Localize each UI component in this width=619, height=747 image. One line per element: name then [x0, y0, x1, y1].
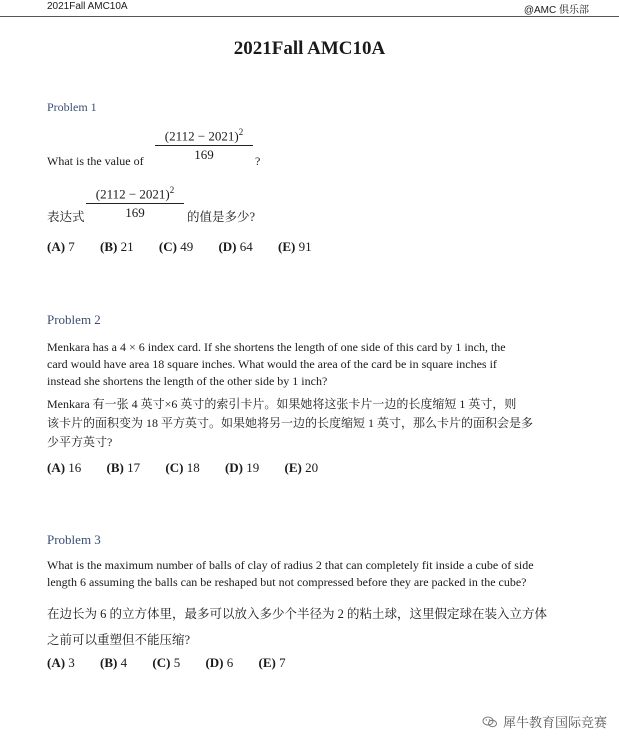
choice-c: (C) 5 — [152, 655, 181, 670]
choice-e: (E) 91 — [277, 239, 312, 254]
wechat-icon — [482, 716, 498, 728]
problem-3-choices — [47, 655, 308, 671]
problem-1-question-suffix: ? — [255, 154, 261, 168]
watermark-text: 犀牛教育国际竞赛 — [502, 715, 607, 730]
problem-2-cn-text — [47, 395, 533, 452]
problem-2-title: Problem 2 — [47, 312, 101, 327]
choice-d: (D) 19 — [224, 460, 260, 475]
text-line: 在边长为 6 的立方体里，最多可以放入多少个半径为 2 的粘土球，这里假定球在装入立方体 — [47, 607, 548, 621]
page-header — [0, 0, 619, 17]
text-line: card would have area 18 square inches. What would the area of the card be in square inches if — [47, 357, 497, 371]
text-line: What is the maximum number of balls of clay of radius 2 that can completely fit inside a cube of side — [47, 558, 534, 572]
choice-b: (B) 21 — [100, 239, 134, 254]
problem-1-cn-prefix: 表达式 — [47, 210, 85, 224]
text-line: 该卡片的面积变为 18 平方英寸。如果她将另一边的长度缩短 1 英寸，那么卡片的面积会是多 — [47, 416, 534, 430]
watermark — [482, 712, 607, 731]
problem-3-title: Problem 3 — [47, 532, 101, 547]
problem-1-choices — [47, 239, 334, 255]
page-title: 2021Fall AMC10A — [233, 38, 386, 59]
choice-c: (C) 49 — [158, 239, 194, 254]
choice-a: (A) 3 — [47, 655, 75, 670]
text-line: length 6 assuming the balls can be reshaped but not compressed before they are packed in the cube? — [47, 575, 527, 589]
choice-a: (A) 7 — [47, 239, 75, 254]
problem-1-fraction — [155, 127, 253, 163]
problem-2-choices — [47, 460, 340, 476]
header-left-title: 2021Fall AMC10A — [47, 1, 128, 12]
text-line: instead she shortens the length of the other side by 1 inch? — [47, 374, 328, 388]
fraction-numerator: $(2112 - 2021)^2$ — [164, 127, 244, 144]
choice-a: (A) 16 — [47, 460, 82, 475]
problem-1-title: Problem 1 — [47, 100, 97, 114]
choice-d: (D) 64 — [218, 239, 253, 254]
problem-3-en-text — [47, 557, 534, 591]
choice-b: (B) 17 — [106, 460, 141, 475]
header-right-brand: @AMC 俱乐部 — [523, 5, 589, 16]
choice-d: (D) 6 — [205, 655, 234, 670]
choice-b: (B) 4 — [100, 655, 128, 670]
problem-3-cn-text — [47, 601, 547, 653]
choice-e: (E) 7 — [258, 655, 286, 670]
problem-1-question-prefix: What is the value of — [47, 154, 144, 168]
text-line: 少平方英寸? — [47, 435, 113, 449]
text-line: Menkara has a 4 × 6 index card. If she shortens the length of one side of this card by 1 inch, the — [47, 340, 506, 354]
choice-e: (E) 20 — [284, 460, 319, 475]
text-line: Menkara 有一张 4 英寸×6 英寸的索引卡片。如果她将这张卡片一边的长度缩短 1 英寸，则 — [47, 397, 517, 411]
problem-1-cn-fraction — [86, 185, 184, 221]
problem-2-en-text — [47, 339, 506, 390]
problem-1-cn-suffix: 的值是多少? — [187, 210, 256, 224]
fraction-numerator: $(2112 - 2021)^2$ — [95, 185, 175, 202]
choice-c: (C) 18 — [165, 460, 200, 475]
fraction-denominator: 169 — [194, 147, 214, 163]
text-line: 之前可以重塑但不能压缩? — [47, 633, 191, 647]
fraction-denominator: 169 — [125, 205, 145, 221]
